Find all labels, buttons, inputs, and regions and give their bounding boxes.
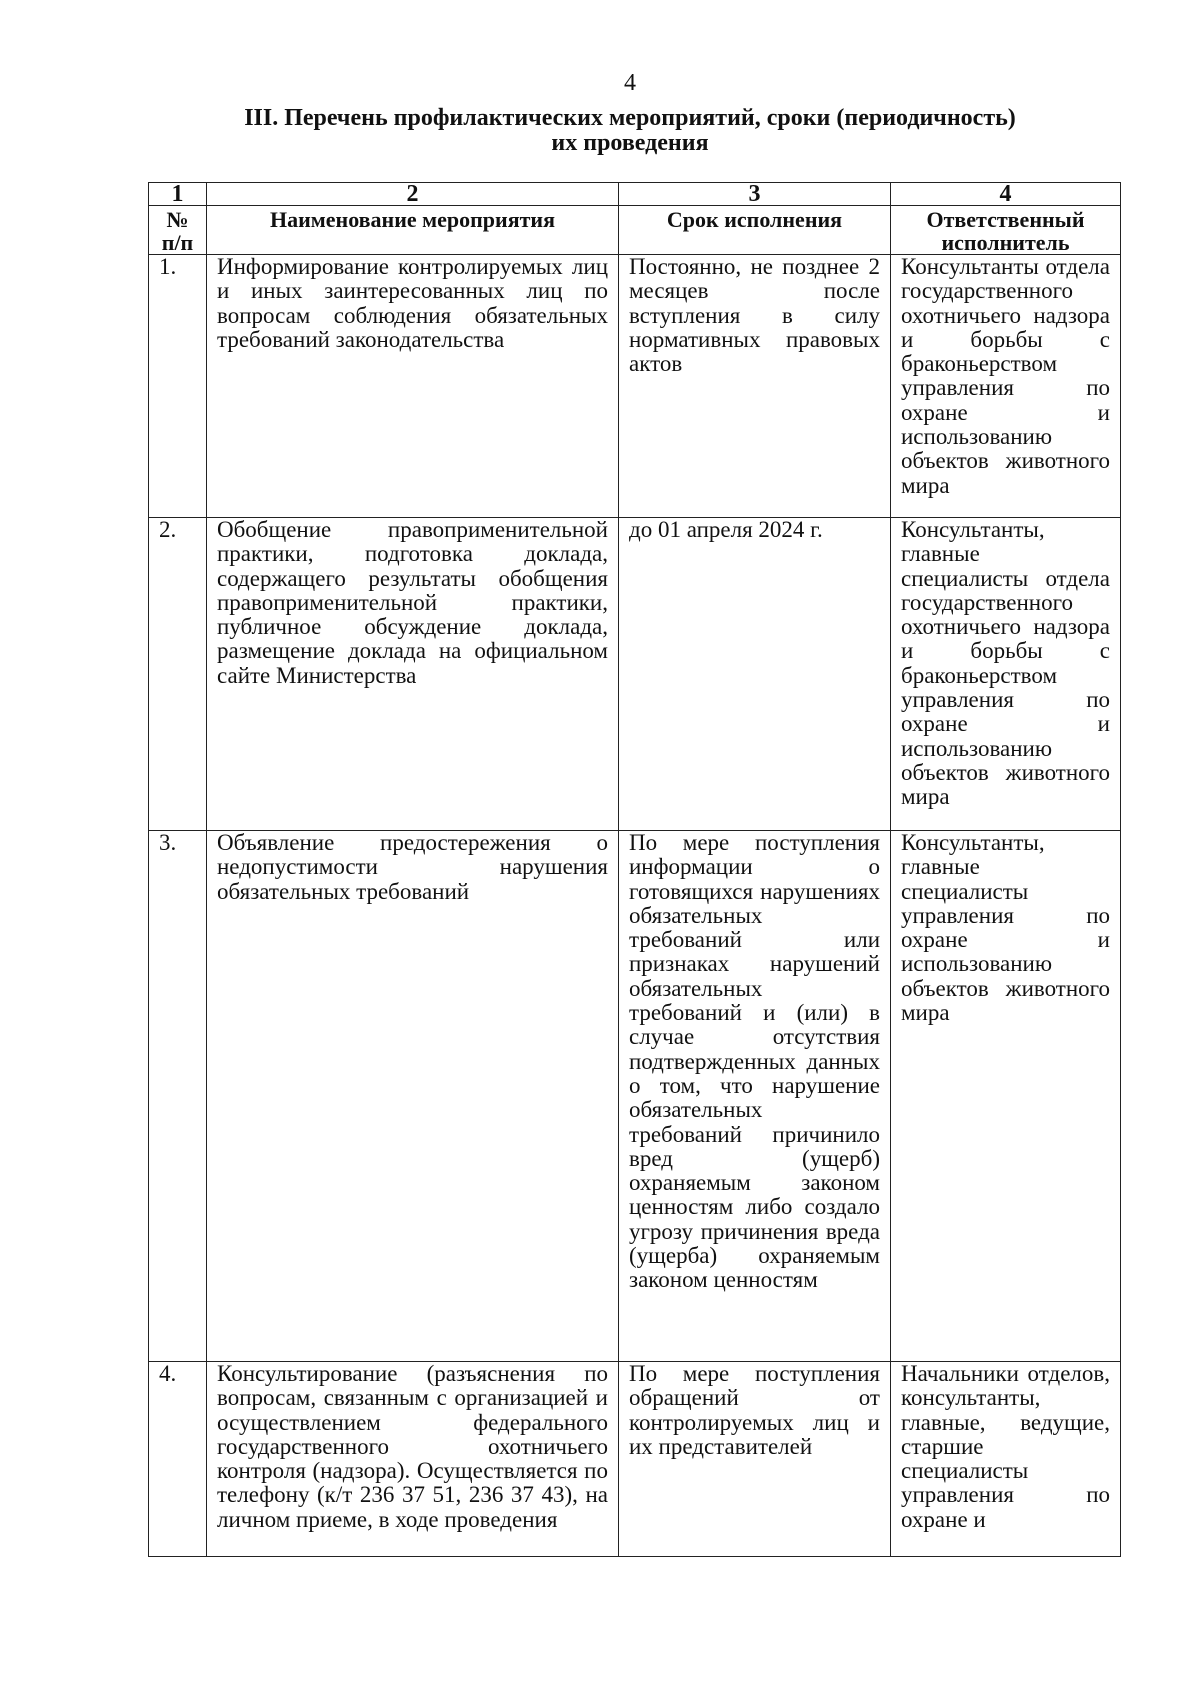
deadline: По мере поступления информации о готовящихся нарушениях обязательных требований или признаках нарушений обязательных требований и (или) в случае отсутствия подтвержденных данных о том, что нарушение обязательных требований причинило вред (ущерб) охраняемым законом ценностям либо создало угрозу причинения вреда (ущерба) охраняемым законом ценностям	[619, 831, 891, 1362]
deadline: до 01 апреля 2024 г.	[619, 518, 891, 831]
heading-line-2: их проведения	[551, 130, 709, 156]
column-number: 2	[207, 183, 619, 206]
responsible: Начальники отделов, консультанты, главные, ведущие, старшие специалисты управления по охране и	[891, 1362, 1121, 1557]
activity-name: Объявление предостережения о недопустимости нарушения обязательных требований	[207, 831, 619, 1362]
header-row	[149, 206, 1121, 255]
row-number: 4.	[149, 1362, 207, 1557]
table-row	[149, 831, 1121, 1362]
section-heading	[150, 106, 1110, 156]
responsible: Консультанты, главные специалисты отдела государственного охотничьего надзора и борьбы с браконьерством управления по охране и использованию объектов животного мира	[891, 518, 1121, 831]
row-number: 2.	[149, 518, 207, 831]
activity-name: Консультирование (разъяснения по вопросам, связанным с организацией и осуществлением федерального государственного охотничьего контроля (надзора). Осуществляется по телефону (к/т 236 37 51, 236 37 43), на личном приеме, в ходе проведения	[207, 1362, 619, 1557]
header-deadline: Срок исполнения	[619, 206, 891, 255]
activity-name: Обобщение правоприменительной практики, подготовка доклада, содержащего результаты обобщения правоприменительной практики, публичное обсуждение доклада, размещение доклада на официальном сайте Министерства	[207, 518, 619, 831]
page-number: 4	[624, 70, 636, 96]
row-number: 3.	[149, 831, 207, 1362]
activity-name: Информирование контролируемых лиц и иных заинтересованных лиц по вопросам соблюдения обязательных требований законодательства	[207, 255, 619, 518]
column-number-row	[149, 183, 1121, 206]
deadline: По мере поступления обращений от контролируемых лиц и их представителей	[619, 1362, 891, 1557]
table-row	[149, 518, 1121, 831]
heading-line-1: III. Перечень профилактических мероприятий, сроки (периодичность)	[244, 105, 1016, 131]
responsible: Консультанты отдела государственного охотничьего надзора и борьбы с браконьерством управления по охране и использованию объектов животного мира	[891, 255, 1121, 518]
row-number: 1.	[149, 255, 207, 518]
header-number: № п/п	[149, 206, 207, 255]
deadline: Постоянно, не позднее 2 месяцев после вступления в силу нормативных правовых актов	[619, 255, 891, 518]
table-row	[149, 255, 1121, 518]
header-activity: Наименование мероприятия	[207, 206, 619, 255]
column-number: 4	[891, 183, 1121, 206]
column-number: 3	[619, 183, 891, 206]
responsible: Консультанты, главные специалисты управления по охране и использованию объектов животного мира	[891, 831, 1121, 1362]
header-responsible: Ответственный исполнитель	[891, 206, 1121, 255]
table-row	[149, 1362, 1121, 1557]
column-number: 1	[149, 183, 207, 206]
activities-table	[148, 182, 1121, 1557]
